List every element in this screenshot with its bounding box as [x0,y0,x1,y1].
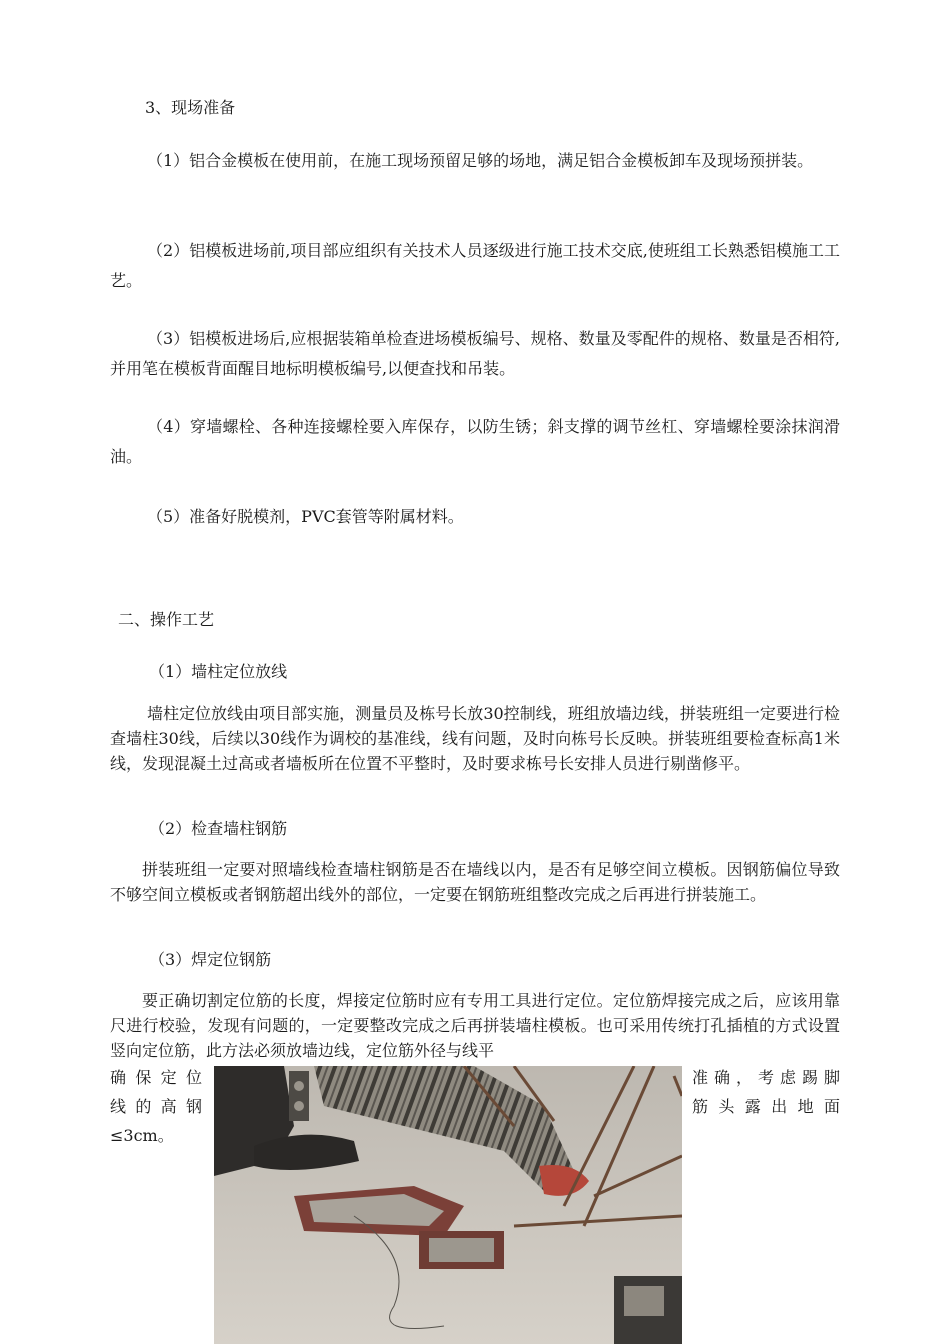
wrap-left-line-1: 确保定位 [110,1068,202,1087]
wrap-right-line-1: 准确，考虑踢脚 [692,1068,840,1087]
s3-item-2: （2）铝模板进场前,项目部应组织有关技术人员逐级进行施工技术交底,使班组工长熟悉铝模施工工艺。 [110,241,840,290]
op-3-body: 要正确切割定位筋的长度，焊接定位筋时应有专用工具进行定位。定位筋焊接完成之后，应该用靠尺进行校验，发现有问题的，一定要整改完成之后再拼装墙柱模板。也可采用传统打孔插植的方式设置竖向定位筋，此方法必须放墙边线，定位筋外径与线平 [110,991,840,1060]
op-2-body: 拼装班组一定要对照墙线检查墙柱钢筋是否在墙线以内，是否有足够空间立模板。因钢筋偏位导致不够空间立模板或者钢筋超出线外的部位，一定要在钢筋班组整改完成之后再进行拼装施工。 [110,860,840,904]
s3-item-1: （1）铝合金模板在使用前，在施工现场预留足够的场地，满足铝合金模板卸车及现场预拼装。 [147,151,814,170]
wrap-left-line-2: 线的高钢 [110,1097,202,1116]
op-1-body: 墙柱定位放线由项目部实施，测量员及栋号长放30控制线，班组放墙边线，拼装班组一定要进行检查墙柱30线，后续以30线作为调校的基准线，线有问题，及时向栋号长反映。拼装班组要检查标高1米线，发现混凝土过高或者墙板所在位置不平整时，及时要求栋号长安排人员进行剔凿修平。 [110,704,840,773]
s3-item-4: （4）穿墙螺栓、各种连接螺栓要入库保存，以防生锈；斜支撑的调节丝杠、穿墙螺栓要涂抹润滑油。 [110,417,840,466]
welding-photo [214,1066,682,1344]
wrap-left-line-3: ≤3cm。 [110,1126,174,1145]
op-2-title: （2）检查墙柱钢筋 [149,819,288,838]
wrap-text-right [692,1063,840,1121]
s3-item-5: （5）准备好脱模剂，PVC套管等附属材料。 [147,507,464,526]
section-3-title: 3、现场准备 [145,98,236,117]
wrap-right-line-2: 筋头露出地面 [692,1097,840,1116]
wrap-text-left [110,1063,202,1150]
s3-item-3: （3）铝模板进场后,应根据装箱单检查进场模板编号、规格、数量及零配件的规格、数量是否相符,并用笔在模板背面醒目地标明模板编号,以便查找和吊装。 [110,329,840,378]
op-3-title: （3）焊定位钢筋 [149,950,272,969]
op-1-title: （1）墙柱定位放线 [149,662,288,681]
section-2-title: 二、操作工艺 [118,610,215,629]
